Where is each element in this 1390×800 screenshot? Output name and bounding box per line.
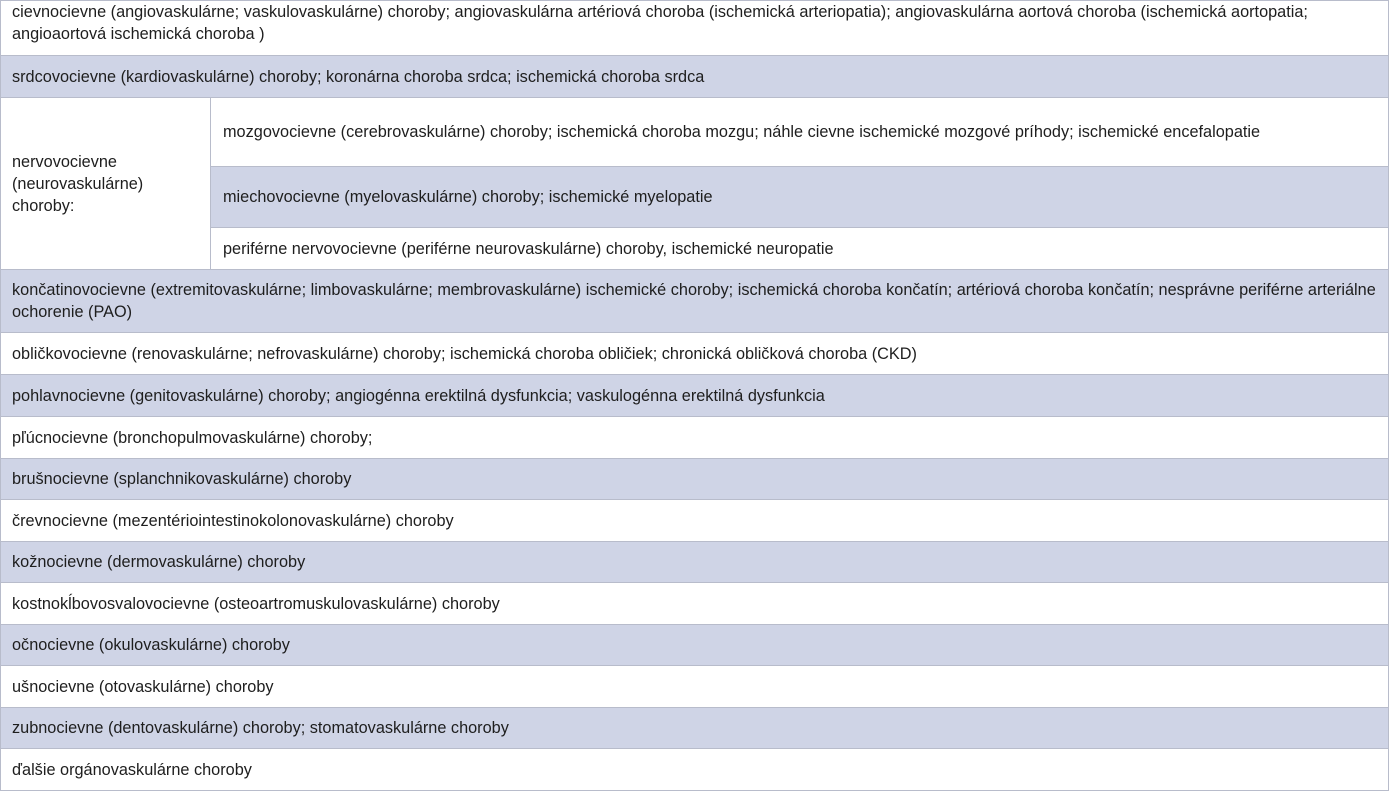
table-row: [1, 333, 1389, 375]
table-cell: končatinovocievne (extremitovaskulárne; limbovaskulárne; membrovaskulárne) ischemické choroby; ischemická choroba končatín; artériová choroba končatín; nesprávne periférne arteriálne ochorenie (PAO): [1, 270, 1389, 333]
table-row: [1, 666, 1389, 708]
table-cell: očnocievne (okulovaskulárne) choroby: [1, 625, 1389, 666]
table-cell: pohlavnocievne (genitovaskulárne) choroby; angiogénna erektilná dysfunkcia; vaskulogénna erektilná dysfunkcia: [1, 375, 1389, 417]
table-cell: kožnocievne (dermovaskulárne) choroby: [1, 542, 1389, 583]
table-cell: periférne nervovocievne (periférne neurovaskulárne) choroby, ischemické neuropatie: [211, 228, 1389, 270]
table-row: [1, 459, 1389, 500]
table-row: [1, 625, 1389, 666]
table-cell: brušnocievne (splanchnikovaskulárne) choroby: [1, 459, 1389, 500]
table-cell: ďalšie orgánovaskulárne choroby: [1, 749, 1389, 791]
table-row: [1, 749, 1389, 791]
table-row: [1, 375, 1389, 417]
table-row: [1, 270, 1389, 333]
table-row: [1, 500, 1389, 542]
table-row: [1, 583, 1389, 625]
table-cell: ušnocievne (otovaskulárne) choroby: [1, 666, 1389, 708]
table-cell: miechovocievne (myelovaskulárne) choroby; ischemické myelopatie: [211, 167, 1389, 228]
table-row: [1, 708, 1389, 749]
table-cell: kostnokĺbovosvalovocievne (osteoartromuskulovaskulárne) choroby: [1, 583, 1389, 625]
table-cell: cievnocievne (angiovaskulárne; vaskulovaskulárne) choroby; angiovaskulárna artériová choroba (ischemická arteriopatia); angiovaskulárna aortová choroba (ischemická aortopatia; angioaortová ischemická choroba ): [1, 1, 1389, 56]
table-cell: mozgovocievne (cerebrovaskulárne) choroby; ischemická choroba mozgu; náhle cievne ischemické mozgové príhody; ischemické encefalopatie: [211, 98, 1389, 167]
table-row: [1, 417, 1389, 459]
nervovocievne-group-label: nervovocievne (neurovaskulárne) choroby:: [1, 98, 211, 270]
table-cell: pľúcnocievne (bronchopulmovaskulárne) choroby;: [1, 417, 1389, 459]
table-cell: črevnocievne (mezentériointestinokolonovaskulárne) choroby: [1, 500, 1389, 542]
table-cell: obličkovocievne (renovaskulárne; nefrovaskulárne) choroby; ischemická choroba obličiek; chronická obličková choroba (CKD): [1, 333, 1389, 375]
table-cell: srdcovocievne (kardiovaskulárne) choroby; koronárna choroba srdca; ischemická choroba srdca: [1, 56, 1389, 98]
table-row: [1, 98, 1389, 167]
table-cell: zubnocievne (dentovaskulárne) choroby; stomatovaskulárne choroby: [1, 708, 1389, 749]
table-row: [1, 542, 1389, 583]
table-row: [1, 1, 1389, 56]
table-row: [1, 56, 1389, 98]
